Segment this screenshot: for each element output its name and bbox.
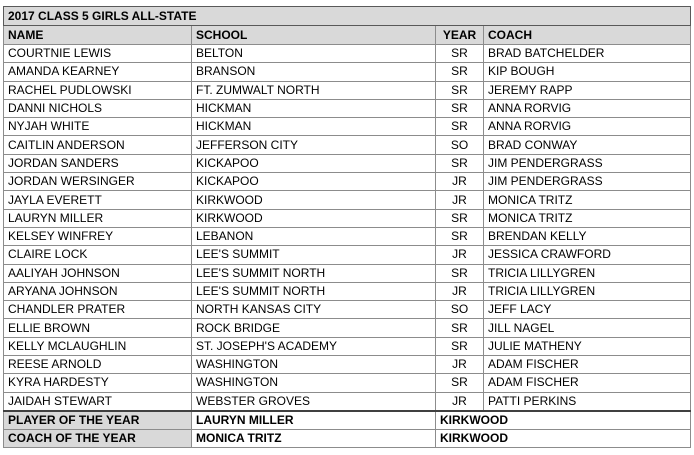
player-year: SR [436,63,484,81]
table-row [4,173,691,191]
header-row [4,26,691,45]
table-row [4,227,691,245]
table-row [4,118,691,136]
player-year: SR [436,374,484,392]
player-school: JEFFERSON CITY [192,136,436,154]
player-coach: MONICA TRITZ [484,191,691,209]
player-year: JR [436,191,484,209]
player-school: HICKMAN [192,99,436,117]
table-row [4,209,691,227]
table-row [4,356,691,374]
table-row [4,81,691,99]
table-row [4,63,691,81]
player-name: CHANDLER PRATER [4,301,192,319]
title-row [4,7,691,26]
table-row [4,301,691,319]
player-school: ROCK BRIDGE [192,319,436,337]
player-year: JR [436,282,484,300]
player-name: JAIDAH STEWART [4,392,192,411]
player-name: JAYLA EVERETT [4,191,192,209]
player-school: KIRKWOOD [192,209,436,227]
player-school: WASHINGTON [192,356,436,374]
player-coach: PATTI PERKINS [484,392,691,411]
award-winner: LAURYN MILLER [192,411,436,430]
player-name: JORDAN WERSINGER [4,173,192,191]
player-name: KELLY MCLAUGHLIN [4,337,192,355]
player-year: SR [436,154,484,172]
player-coach: JESSICA CRAWFORD [484,246,691,264]
player-school: LEBANON [192,227,436,245]
table-body [4,7,691,448]
table-row [4,264,691,282]
table-row [4,191,691,209]
award-label: COACH OF THE YEAR [4,429,192,447]
player-coach: ANNA RORVIG [484,118,691,136]
table-row [4,154,691,172]
player-coach: MONICA TRITZ [484,209,691,227]
header-name: NAME [4,26,192,45]
player-year: SR [436,118,484,136]
all-state-sheet [3,6,690,448]
player-year: JR [436,246,484,264]
award-school: KIRKWOOD [436,411,691,430]
player-coach: BRAD BATCHELDER [484,45,691,63]
player-name: RACHEL PUDLOWSKI [4,81,192,99]
player-year: SR [436,209,484,227]
player-name: JORDAN SANDERS [4,154,192,172]
player-school: LEE'S SUMMIT [192,246,436,264]
award-winner: MONICA TRITZ [192,429,436,447]
award-row [4,411,691,430]
player-school: KIRKWOOD [192,191,436,209]
award-label: PLAYER OF THE YEAR [4,411,192,430]
table-row [4,136,691,154]
player-coach: ADAM FISCHER [484,374,691,392]
player-coach: KIP BOUGH [484,63,691,81]
table-row [4,392,691,411]
player-coach: JEREMY RAPP [484,81,691,99]
player-name: NYJAH WHITE [4,118,192,136]
player-year: SR [436,264,484,282]
player-year: SR [436,81,484,99]
player-school: NORTH KANSAS CITY [192,301,436,319]
table-row [4,246,691,264]
player-school: BELTON [192,45,436,63]
player-year: SO [436,301,484,319]
player-coach: JULIE MATHENY [484,337,691,355]
table-row [4,374,691,392]
player-coach: TRICIA LILLYGREN [484,264,691,282]
player-school: ST. JOSEPH'S ACADEMY [192,337,436,355]
player-year: SR [436,45,484,63]
player-coach: TRICIA LILLYGREN [484,282,691,300]
sheet-title: 2017 CLASS 5 GIRLS ALL-STATE [4,7,691,26]
header-school: SCHOOL [192,26,436,45]
player-coach: JEFF LACY [484,301,691,319]
player-year: JR [436,392,484,411]
player-name: COURTNIE LEWIS [4,45,192,63]
player-school: FT. ZUMWALT NORTH [192,81,436,99]
header-year: YEAR [436,26,484,45]
player-school: KICKAPOO [192,154,436,172]
player-coach: BRENDAN KELLY [484,227,691,245]
player-school: WEBSTER GROVES [192,392,436,411]
player-school: WASHINGTON [192,374,436,392]
player-year: SR [436,337,484,355]
player-name: AALIYAH JOHNSON [4,264,192,282]
table-row [4,45,691,63]
player-name: REESE ARNOLD [4,356,192,374]
player-coach: JILL NAGEL [484,319,691,337]
player-year: JR [436,173,484,191]
player-name: CAITLIN ANDERSON [4,136,192,154]
player-year: JR [436,356,484,374]
player-school: BRANSON [192,63,436,81]
player-name: AMANDA KEARNEY [4,63,192,81]
table-row [4,282,691,300]
player-coach: JIM PENDERGRASS [484,154,691,172]
award-school: KIRKWOOD [436,429,691,447]
player-school: LEE'S SUMMIT NORTH [192,282,436,300]
player-name: ELLIE BROWN [4,319,192,337]
award-row [4,429,691,447]
table-row [4,99,691,117]
all-state-table [3,6,691,448]
player-coach: JIM PENDERGRASS [484,173,691,191]
table-row [4,337,691,355]
player-year: SR [436,99,484,117]
player-school: HICKMAN [192,118,436,136]
player-year: SO [436,136,484,154]
player-coach: ADAM FISCHER [484,356,691,374]
player-school: LEE'S SUMMIT NORTH [192,264,436,282]
player-year: SR [436,319,484,337]
table-row [4,319,691,337]
player-name: DANNI NICHOLS [4,99,192,117]
player-name: ARYANA JOHNSON [4,282,192,300]
player-year: SR [436,227,484,245]
player-coach: BRAD CONWAY [484,136,691,154]
header-coach: COACH [484,26,691,45]
player-school: KICKAPOO [192,173,436,191]
player-name: LAURYN MILLER [4,209,192,227]
player-name: KYRA HARDESTY [4,374,192,392]
player-name: CLAIRE LOCK [4,246,192,264]
player-coach: ANNA RORVIG [484,99,691,117]
player-name: KELSEY WINFREY [4,227,192,245]
